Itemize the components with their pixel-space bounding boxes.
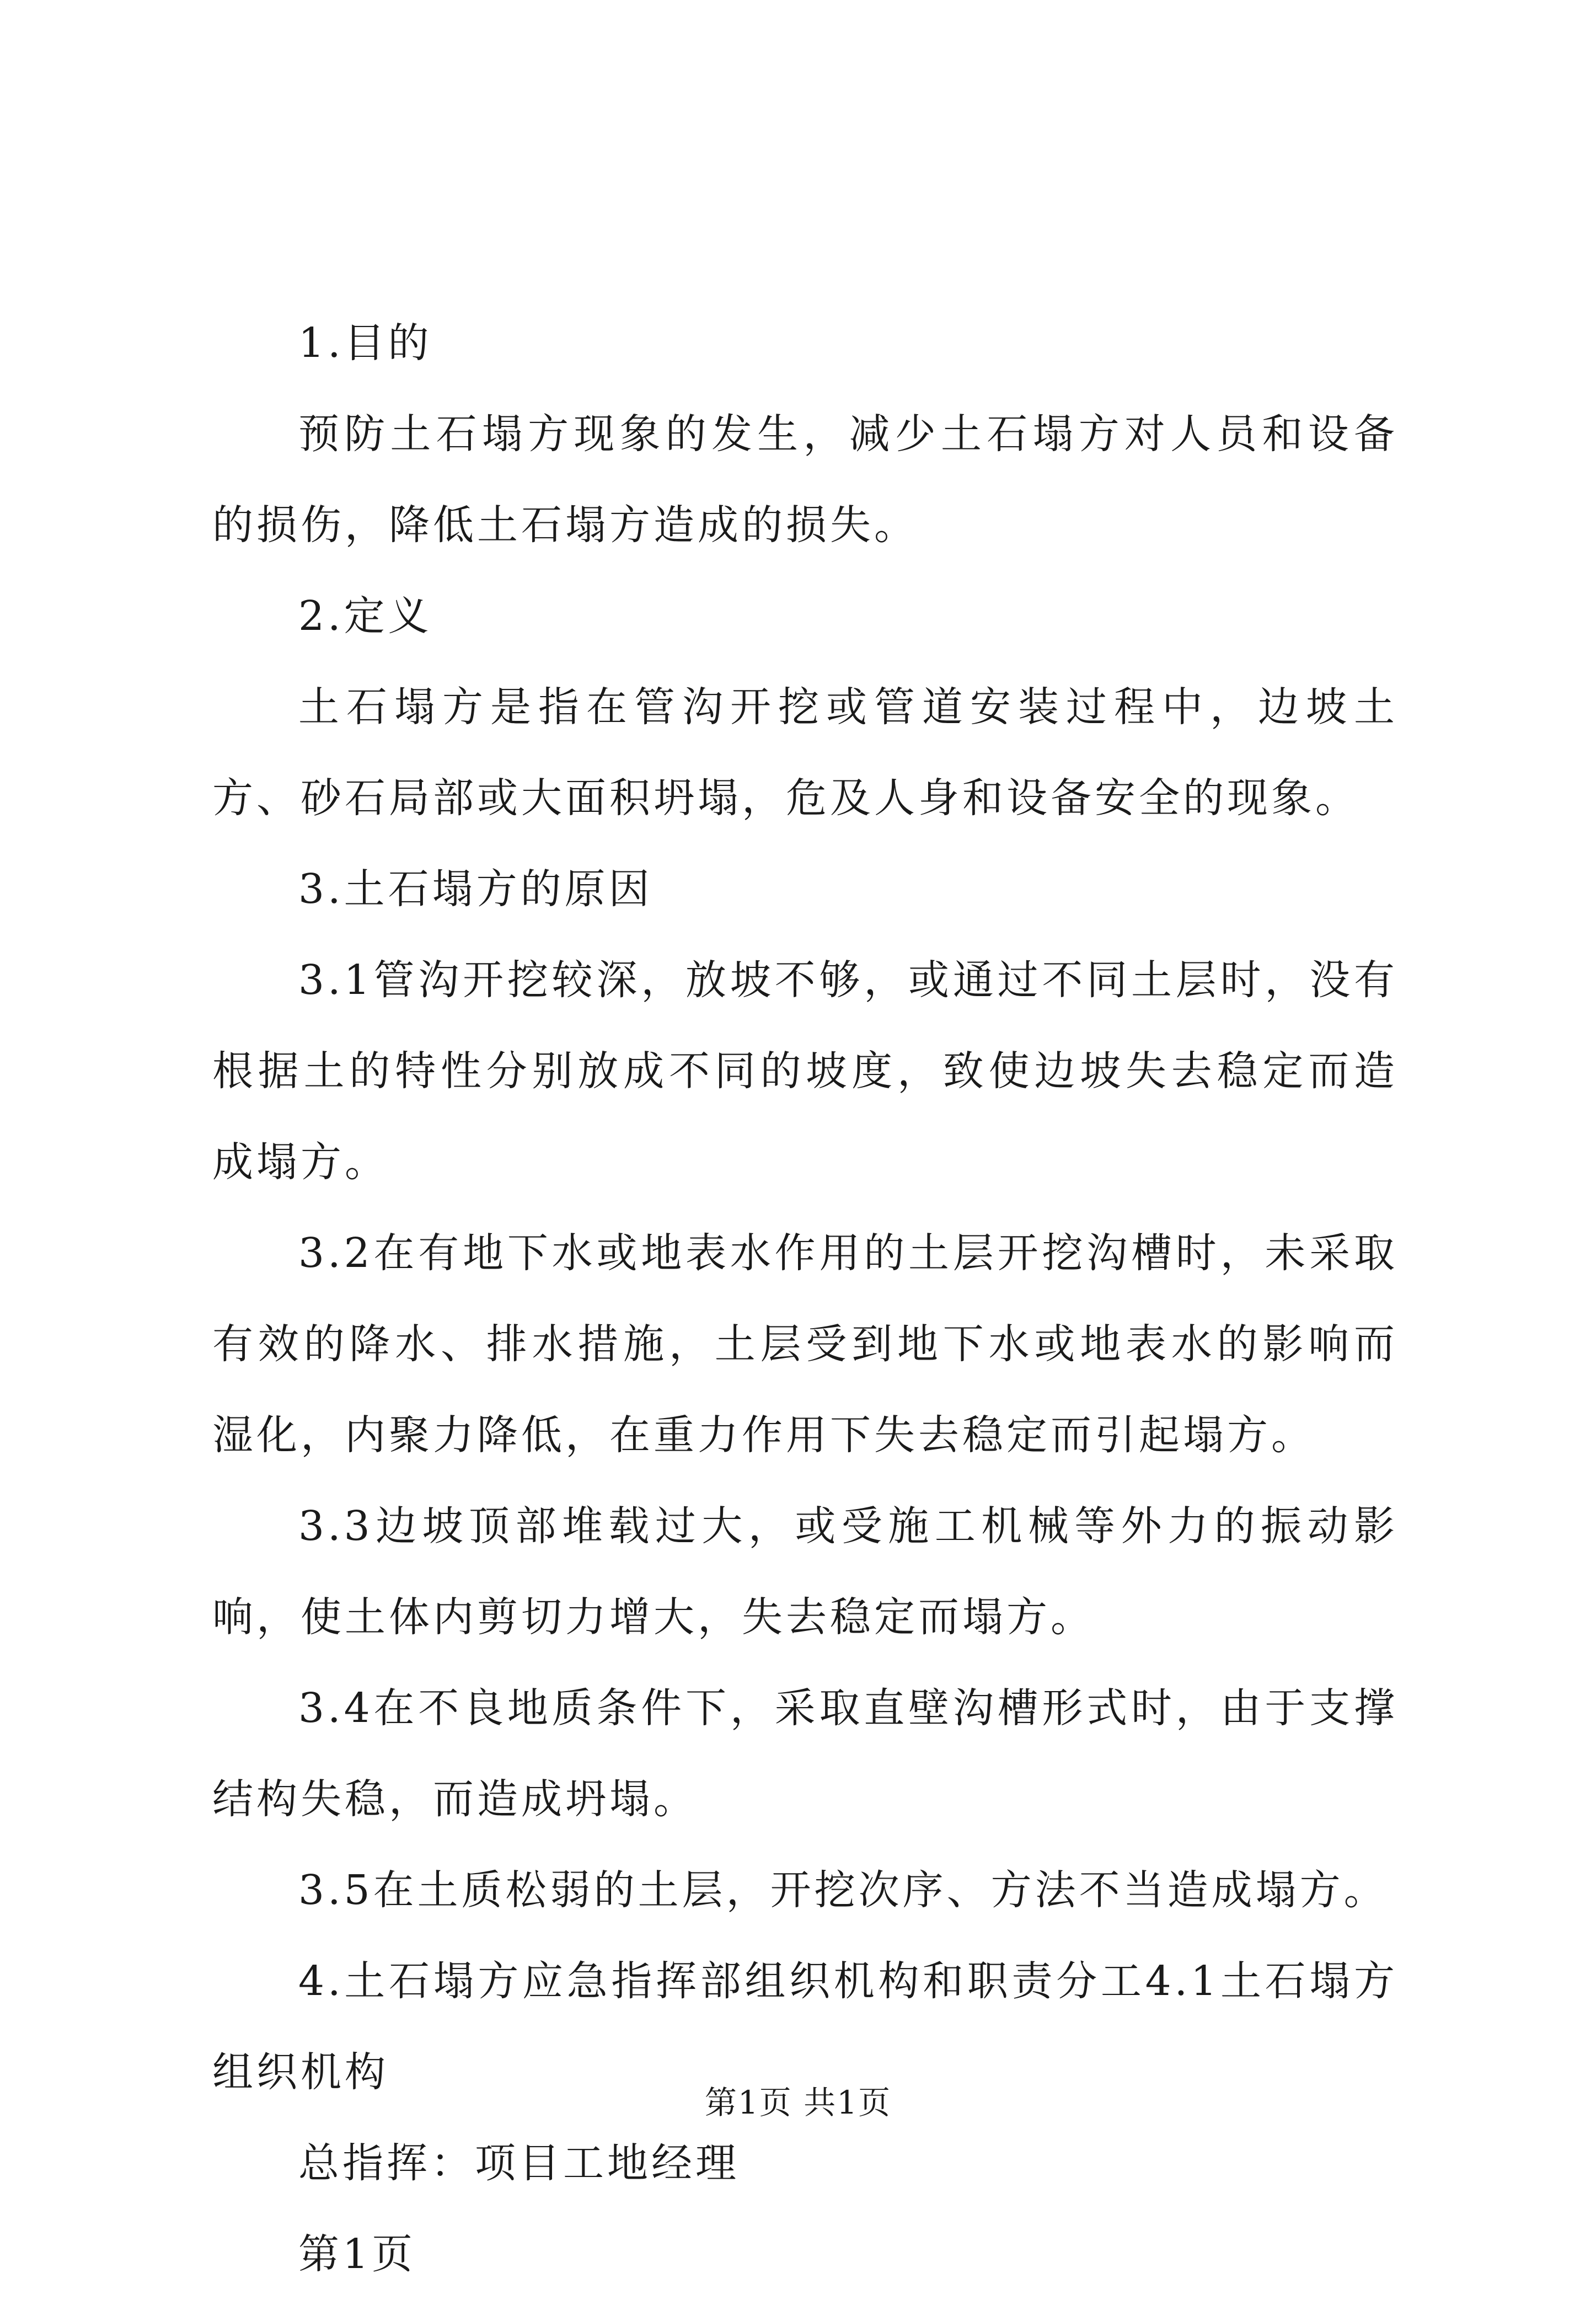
paragraph-purpose: 预防土石塌方现象的发生，减少土石塌方对人员和设备的损伤，降低土石塌方造成的损失。 — [212, 410, 1398, 549]
paragraph-heading-purpose: 1.目的 — [298, 319, 432, 367]
paragraph-definition: 土石塌方是指在管沟开挖或管道安装过程中，边坡土方、砂石局部或大面积坍塌，危及人身和设备安全的现象。 — [212, 683, 1398, 822]
document-body — [212, 298, 1398, 2300]
paragraph-cause-3-4: 3.4在不良地质条件下，采取直壁沟槽形式时，由于支撑结构失稳，而造成坍塌。 — [212, 1684, 1398, 1823]
paragraph-cause-3-3: 3.3边坡顶部堆载过大，或受施工机械等外力的振动影响，使土体内剪切力增大，失去稳定而塌方。 — [212, 1502, 1398, 1641]
paragraph-commander: 总指挥：项目工地经理 — [298, 2139, 740, 2187]
paragraph-page-marker: 第1页 — [298, 2231, 416, 2278]
paragraph-heading-definition: 2.定义 — [298, 592, 432, 640]
paragraph-heading-causes: 3.土石塌方的原因 — [298, 865, 653, 913]
page-footer: 第1页 共1页 — [704, 2084, 892, 2121]
paragraph-cause-3-2: 3.2在有地下水或地表水作用的土层开挖沟槽时，未采取有效的降水、排水措施，土层受到地下水或地表水的影响而湿化，内聚力降低，在重力作用下失去稳定而引起塌方。 — [212, 1229, 1398, 1459]
paragraph-heading-organization: 4.土石塌方应急指挥部组织机构和职责分工4.1土石塌方组织机构 — [212, 1957, 1398, 2096]
paragraph-cause-3-5: 3.5在土质松弱的土层，开挖次序、方法不当造成塌方。 — [298, 1866, 1388, 1914]
paragraph-cause-3-1: 3.1管沟开挖较深，放坡不够，或通过不同土层时，没有根据土的特性分别放成不同的坡度，致使边坡失去稳定而造成塌方。 — [212, 956, 1398, 1186]
